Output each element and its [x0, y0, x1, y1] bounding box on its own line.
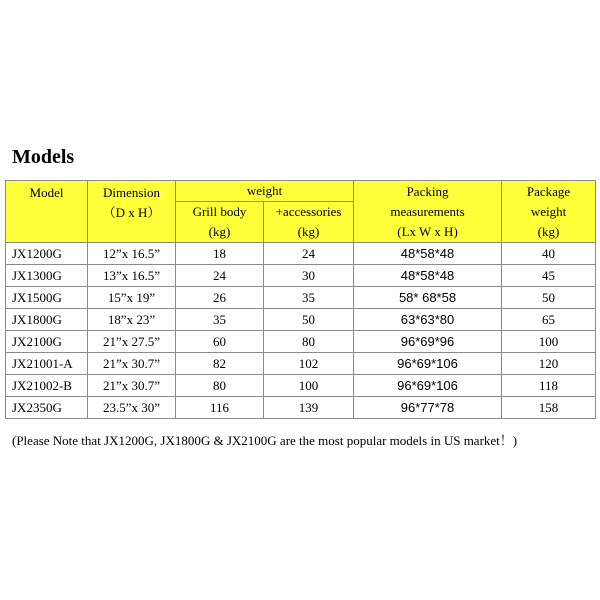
header-grill-body-unit: (kg) — [208, 224, 231, 239]
cell-model: JX21001-A — [6, 353, 88, 375]
header-dimension-label: Dimension — [102, 185, 161, 200]
cell-package-weight: 65 — [502, 309, 596, 331]
table-row — [6, 331, 596, 353]
cell-dimension: 12”x 16.5” — [88, 243, 176, 265]
table-row — [6, 265, 596, 287]
header-row — [6, 181, 596, 202]
cell-dimension: 21”x 27.5” — [88, 331, 176, 353]
cell-dimension: 21”x 30.7” — [88, 353, 176, 375]
table-row — [6, 353, 596, 375]
page-title: Models — [12, 146, 75, 168]
header-package-label: Package — [526, 183, 571, 199]
cell-package-weight: 120 — [502, 353, 596, 375]
cell-model: JX2350G — [6, 397, 88, 419]
table-row — [6, 397, 596, 419]
header-accessories-unit: (kg) — [297, 224, 320, 239]
cell-model: JX1800G — [6, 309, 88, 331]
header-dimension — [88, 181, 176, 243]
cell-packing: 96*69*106 — [354, 353, 502, 375]
header-accessories-label: +accessories — [275, 204, 342, 219]
cell-grill-body: 24 — [176, 265, 264, 287]
header-accessories — [264, 202, 354, 243]
header-model: Model — [6, 181, 88, 243]
cell-grill-body: 82 — [176, 353, 264, 375]
cell-model: JX1300G — [6, 265, 88, 287]
cell-package-weight: 50 — [502, 287, 596, 309]
cell-grill-body: 26 — [176, 287, 264, 309]
cell-package-weight: 100 — [502, 331, 596, 353]
cell-accessories: 50 — [264, 309, 354, 331]
cell-dimension: 21”x 30.7” — [88, 375, 176, 397]
header-packing-label2: measurements — [390, 203, 465, 219]
cell-model: JX21002-B — [6, 375, 88, 397]
footnote: (Please Note that JX1200G, JX1800G & JX2100G are the most popular models in US market！) — [12, 433, 518, 448]
cell-accessories: 35 — [264, 287, 354, 309]
header-packing-label: Packing — [406, 183, 449, 199]
cell-accessories: 80 — [264, 331, 354, 353]
models-table — [5, 180, 596, 419]
cell-dimension: 13”x 16.5” — [88, 265, 176, 287]
cell-packing: 58* 68*58 — [354, 287, 502, 309]
header-package-weight — [502, 181, 596, 243]
header-packing-unit: (Lx W x H) — [397, 223, 458, 239]
cell-packing: 96*69*96 — [354, 331, 502, 353]
cell-dimension: 15”x 19” — [88, 287, 176, 309]
cell-accessories: 30 — [264, 265, 354, 287]
cell-packing: 96*69*106 — [354, 375, 502, 397]
cell-grill-body: 60 — [176, 331, 264, 353]
header-packing — [354, 181, 502, 243]
cell-accessories: 24 — [264, 243, 354, 265]
cell-grill-body: 35 — [176, 309, 264, 331]
cell-model: JX1200G — [6, 243, 88, 265]
cell-packing: 48*58*48 — [354, 265, 502, 287]
header-grill-body-label: Grill body — [192, 204, 247, 219]
cell-dimension: 18”x 23” — [88, 309, 176, 331]
cell-accessories: 102 — [264, 353, 354, 375]
cell-grill-body: 116 — [176, 397, 264, 419]
cell-model: JX1500G — [6, 287, 88, 309]
header-package-unit: (kg) — [537, 223, 560, 239]
cell-grill-body: 80 — [176, 375, 264, 397]
header-dimension-unit: （D x H） — [102, 205, 161, 220]
cell-package-weight: 45 — [502, 265, 596, 287]
table-row — [6, 309, 596, 331]
header-grill-body — [176, 202, 264, 243]
cell-package-weight: 158 — [502, 397, 596, 419]
header-weight: weight — [176, 181, 354, 202]
table-row — [6, 375, 596, 397]
cell-package-weight: 118 — [502, 375, 596, 397]
table-row — [6, 243, 596, 265]
cell-dimension: 23.5”x 30” — [88, 397, 176, 419]
cell-accessories: 139 — [264, 397, 354, 419]
cell-model: JX2100G — [6, 331, 88, 353]
cell-packing: 63*63*80 — [354, 309, 502, 331]
header-package-label2: weight — [530, 203, 567, 219]
cell-packing: 96*77*78 — [354, 397, 502, 419]
table-row — [6, 287, 596, 309]
cell-packing: 48*58*48 — [354, 243, 502, 265]
cell-accessories: 100 — [264, 375, 354, 397]
cell-grill-body: 18 — [176, 243, 264, 265]
cell-package-weight: 40 — [502, 243, 596, 265]
